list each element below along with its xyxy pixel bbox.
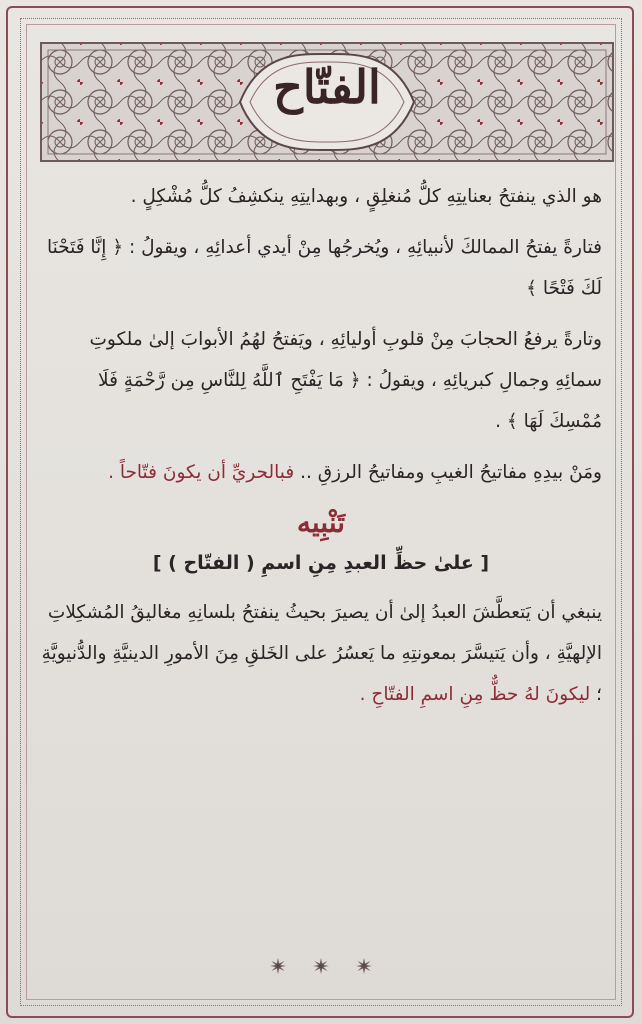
paragraph-2-text: فتارةً يفتحُ الممالكَ لأنبيائِهِ ، ويُخرجُها مِنْ أيدي أعدائِهِ ، ويقولُ : bbox=[128, 237, 602, 258]
paragraph-2 bbox=[40, 227, 602, 309]
paragraph-1-text: هو الذي ينفتحُ بعنايتِهِ كلُّ مُنغلِقٍ ، وبهدايتِهِ ينكشِفُ كلُّ مُشْكِلٍ . bbox=[130, 186, 602, 207]
chapter-header-ornament bbox=[40, 42, 614, 162]
page-body bbox=[40, 176, 602, 725]
paragraph-3 bbox=[40, 319, 602, 442]
quran-verse-2: ﴿ مَا يَفْتَحِ ٱللَّهُ لِلنَّاسِ مِن رَّحْمَةٍ فَلَا مُمْسِكَ لَهَا ﴾ . bbox=[98, 370, 602, 432]
section-title: تَنْبِيه bbox=[296, 506, 346, 539]
section-paragraph-text: ينبغي أن يَتعطَّشَ العبدُ إلىٰ أن يصيرَ بحيثُ ينفتحُ بلسانِهِ مغاليقُ المُشكِلاتِ الإلهيَّةِ ، وأن يَتيسَّرَ بمعونتِهِ ما يَعسُرُ على الخَلقِ مِنَ الأمورِ الدينيَّةِ والدُّنيويَّةِ ؛ bbox=[41, 602, 602, 705]
flower-ornament-icon bbox=[313, 958, 329, 974]
paragraph-1 bbox=[40, 176, 602, 217]
flower-ornament-icon bbox=[270, 958, 286, 974]
paragraph-4-text: ومَنْ بيدِهِ مفاتيحُ الغيبِ ومفاتيحُ الرزقِ .. bbox=[300, 462, 602, 483]
section-subtitle: [ علىٰ حظِّ العبدِ مِنِ اسمِ ( الفتّاح ) ] bbox=[152, 552, 490, 574]
chapter-title: الفتّاح bbox=[273, 60, 381, 114]
section-paragraph-conclusion: ليكونَ لهُ حظٌّ مِنِ اسمِ الفتّاحِ . bbox=[359, 684, 591, 705]
paragraph-4-conclusion: فبالحريِّ أن يكونَ فتّاحاً . bbox=[108, 462, 295, 483]
flower-ornament-icon bbox=[356, 958, 372, 974]
quran-verse-1: ﴿ إِنَّا فَتَحْنَا لَكَ فَتْحًا ﴾ bbox=[46, 237, 602, 299]
paragraph-3-text: وتارةً يرفعُ الحجابَ مِنْ قلوبِ أوليائِهِ ، ويَفتحُ لهُمُ الأبوابَ إلىٰ ملكوتِ سمائِهِ وجمالِ كبريائِهِ ، ويقولُ : bbox=[89, 329, 602, 391]
paragraph-4 bbox=[40, 452, 602, 493]
section-paragraph bbox=[40, 592, 602, 715]
end-divider bbox=[0, 958, 642, 978]
